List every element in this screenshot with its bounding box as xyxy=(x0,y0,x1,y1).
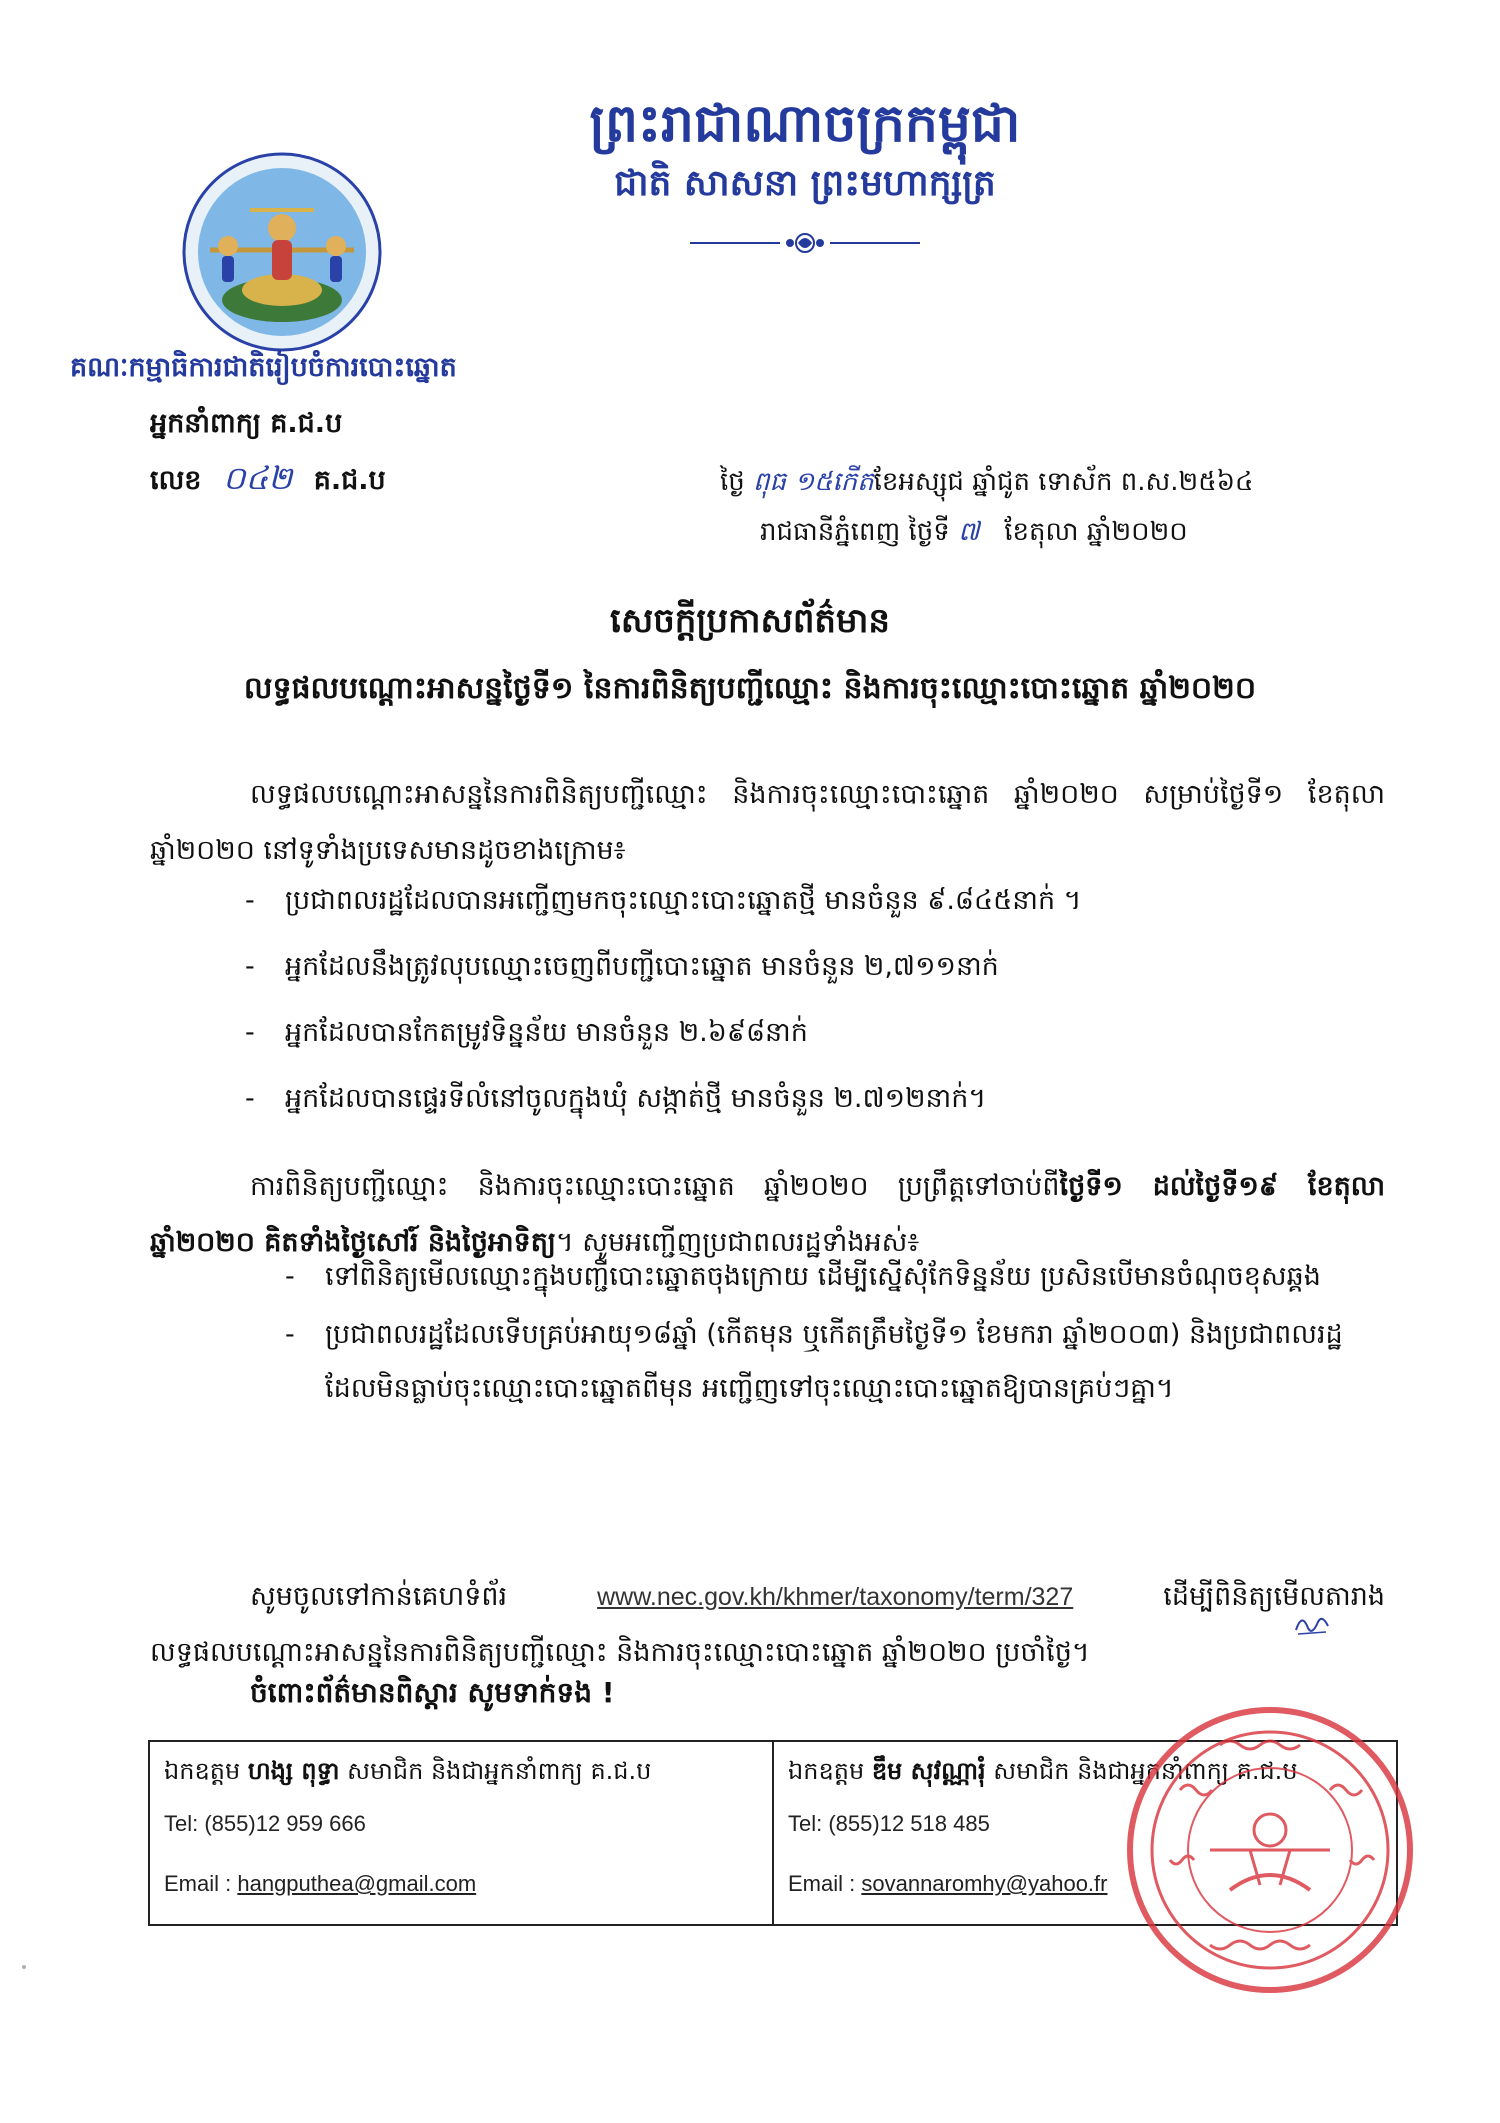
ref-suffix: គ.ជ.ប xyxy=(313,465,386,496)
schedule-text: ការពិនិត្យបញ្ជីឈ្មោះ និងការចុះឈ្មោះបោះឆ្នោត ឆ្នាំ២០២០ ប្រព្រឹត្តទៅចាប់ពី xyxy=(250,1171,1060,1202)
intro-paragraph: លទ្ធផលបណ្តោះអាសន្ននៃការពិនិត្យបញ្ជីឈ្មោះ និងការចុះឈ្មោះបោះឆ្នោត ឆ្នាំ២០២០ សម្រាប់ថ្ងៃទី១ ខែតុលា ឆ្នាំ២០២០ នៅទូទាំងប្រទេសមានដូចខាងក្រោម៖ xyxy=(150,779,1385,866)
solar-prefix: រាជធានីភ្នំពេញ ថ្ងៃទី xyxy=(760,517,950,547)
website-paragraph xyxy=(150,1569,1385,1681)
schedule-dates: ថ្ងៃទី១ ដល់ថ្ងៃទី១៩ ខែតុលា ឆ្នាំ២០២០ គិតទាំងថ្ងៃសៅរ៍ និងថ្ងៃអាទិត្យ xyxy=(150,1171,1386,1258)
schedule-invite: ។ សូមអញ្ជើញប្រជាពលរដ្ឋទាំងអស់៖ xyxy=(555,1227,920,1258)
email-link[interactable]: sovannaromhy@yahoo.fr xyxy=(861,1871,1108,1896)
scan-speck xyxy=(22,1965,26,1969)
list-item: - ទៅពិនិត្យមើលឈ្មោះក្នុងបញ្ជីបោះឆ្នោតចុងក្រោយ ដើម្បីស្នើសុំកែទិន្នន័យ ប្រសិនបើមានចំណុចខុសឆ្គង xyxy=(325,1250,1385,1304)
ref-label: លេខ xyxy=(150,465,202,496)
contact-phone: Tel: (855)12 518 485 xyxy=(788,1811,990,1836)
website-purpose: ដើម្បីពិនិត្យមើលតារាងលទ្ធផលបណ្តោះអាសន្ននៃការពិនិត្យបញ្ជីឈ្មោះ និងការចុះឈ្មោះបោះឆ្នោត ឆ្នាំ២០២០ ប្រចាំថ្ងៃ។ xyxy=(150,1581,1385,1668)
results-list xyxy=(285,868,1385,1132)
email-label: Email : xyxy=(164,1871,238,1896)
lunar-weekday-handwritten: ពុធ xyxy=(753,467,787,497)
ref-number-handwritten: ០៤២ xyxy=(222,459,293,497)
requests-list xyxy=(325,1250,1385,1420)
email-link[interactable]: hangputhea@gmail.com xyxy=(237,1871,477,1896)
contact-name xyxy=(164,1748,758,1794)
list-item: - អ្នកដែលនឹងត្រូវលុបឈ្មោះចេញពីបញ្ជីបោះឆ្នោត មានចំនួន ២,៧១១នាក់ xyxy=(285,934,1385,1000)
nec-emblem-logo xyxy=(180,150,385,355)
national-motto: ជាតិ សាសនា ព្រះមហាក្សត្រ xyxy=(614,163,996,204)
solar-rest: ខែតុលា ឆ្នាំ២០២០ xyxy=(1004,517,1188,547)
person-role: សមាជិក និងជាអ្នកនាំពាក្យ គ.ជ.ប xyxy=(993,1757,1298,1785)
reference-number xyxy=(150,456,386,503)
contact-phone: Tel: (855)12 959 666 xyxy=(164,1811,366,1836)
kingdom-title: ព្រះរាជាណាចក្រកម្ពុជា xyxy=(589,94,1021,154)
lunar-date xyxy=(720,460,1380,504)
person-name: ហង្ស ពុទ្ធា xyxy=(247,1757,340,1785)
person-role: សមាជិក និងជាអ្នកនាំពាក្យ គ.ជ.ប xyxy=(347,1757,652,1785)
person-name: ឌឹម សុវណ្ណារុំ xyxy=(871,1757,986,1785)
list-item: - ប្រជាពលរដ្ឋដែលបានអញ្ជើញមកចុះឈ្មោះបោះឆ្នោតថ្មី មានចំនួន ៩.៨៤៥នាក់ ។ xyxy=(285,868,1385,934)
handwritten-initial xyxy=(1292,1608,1332,1638)
lunar-day-handwritten: ១៥កើត xyxy=(794,467,874,497)
solar-date xyxy=(760,510,1380,554)
list-item: - អ្នកដែលបានផ្ទេរទីលំនៅចូលក្នុងឃុំ សង្កាត់ថ្មី មានចំនួន ២.៧១២នាក់។ xyxy=(285,1066,1385,1132)
lunar-rest: ខែអស្សុជ ឆ្នាំជូត ទោស័ក ព.ស.២៥៦៤ xyxy=(873,467,1254,497)
website-intro: សូមចូលទៅកាន់គេហទំព័រ xyxy=(250,1581,508,1612)
honorific: ឯកឧត្តម xyxy=(788,1757,865,1785)
website-link[interactable]: www.nec.gov.kh/khmer/taxonomy/term/327 xyxy=(597,1583,1074,1611)
honorific: ឯកឧត្តម xyxy=(164,1757,241,1785)
official-seal-stamp xyxy=(1120,1700,1420,2000)
committee-name: គណៈកម្មាធិការជាតិរៀបចំការបោះឆ្នោត xyxy=(70,352,457,383)
document-title: សេចក្តីប្រកាសព័ត៌មាន xyxy=(610,601,890,641)
email-label: Email : xyxy=(788,1871,862,1896)
document-subtitle: លទ្ធផលបណ្តោះអាសន្នថ្ងៃទី១ នៃការពិនិត្យបញ្ជីឈ្មោះ និងការចុះឈ្មោះបោះឆ្នោត ឆ្នាំ២០២០ xyxy=(243,671,1257,706)
contact-card xyxy=(150,1742,772,1924)
spokesman-label: អ្នកនាំពាក្យ គ.ជ.ប xyxy=(150,408,343,439)
contact-email xyxy=(164,1854,758,1914)
list-item: - អ្នកដែលបានកែតម្រូវទិន្នន័យ មានចំនួន ២.៦៩៨នាក់ xyxy=(285,1000,1385,1066)
list-item: - ប្រជាពលរដ្ឋដែលទើបគ្រប់អាយុ១៨ឆ្នាំ (កើតមុន ឬកើតត្រឹមថ្ងៃទី១ ខែមករា ឆ្នាំ២០០៣) និងប្រជាពលរដ្ឋដែលមិនធ្លាប់ចុះឈ្មោះបោះឆ្នោតពីមុន អញ្ជើញទៅចុះឈ្មោះបោះឆ្នោតឱ្យបានគ្រប់ៗគ្នា។ xyxy=(325,1308,1385,1416)
ornament-divider xyxy=(690,228,920,258)
closing-line: ចំពោះព័ត៌មានពិស្តារ សូមទាក់ទង ! xyxy=(250,1676,615,1709)
lunar-prefix: ថ្ងៃ xyxy=(720,467,745,497)
solar-day-handwritten: ៧ xyxy=(958,517,980,547)
